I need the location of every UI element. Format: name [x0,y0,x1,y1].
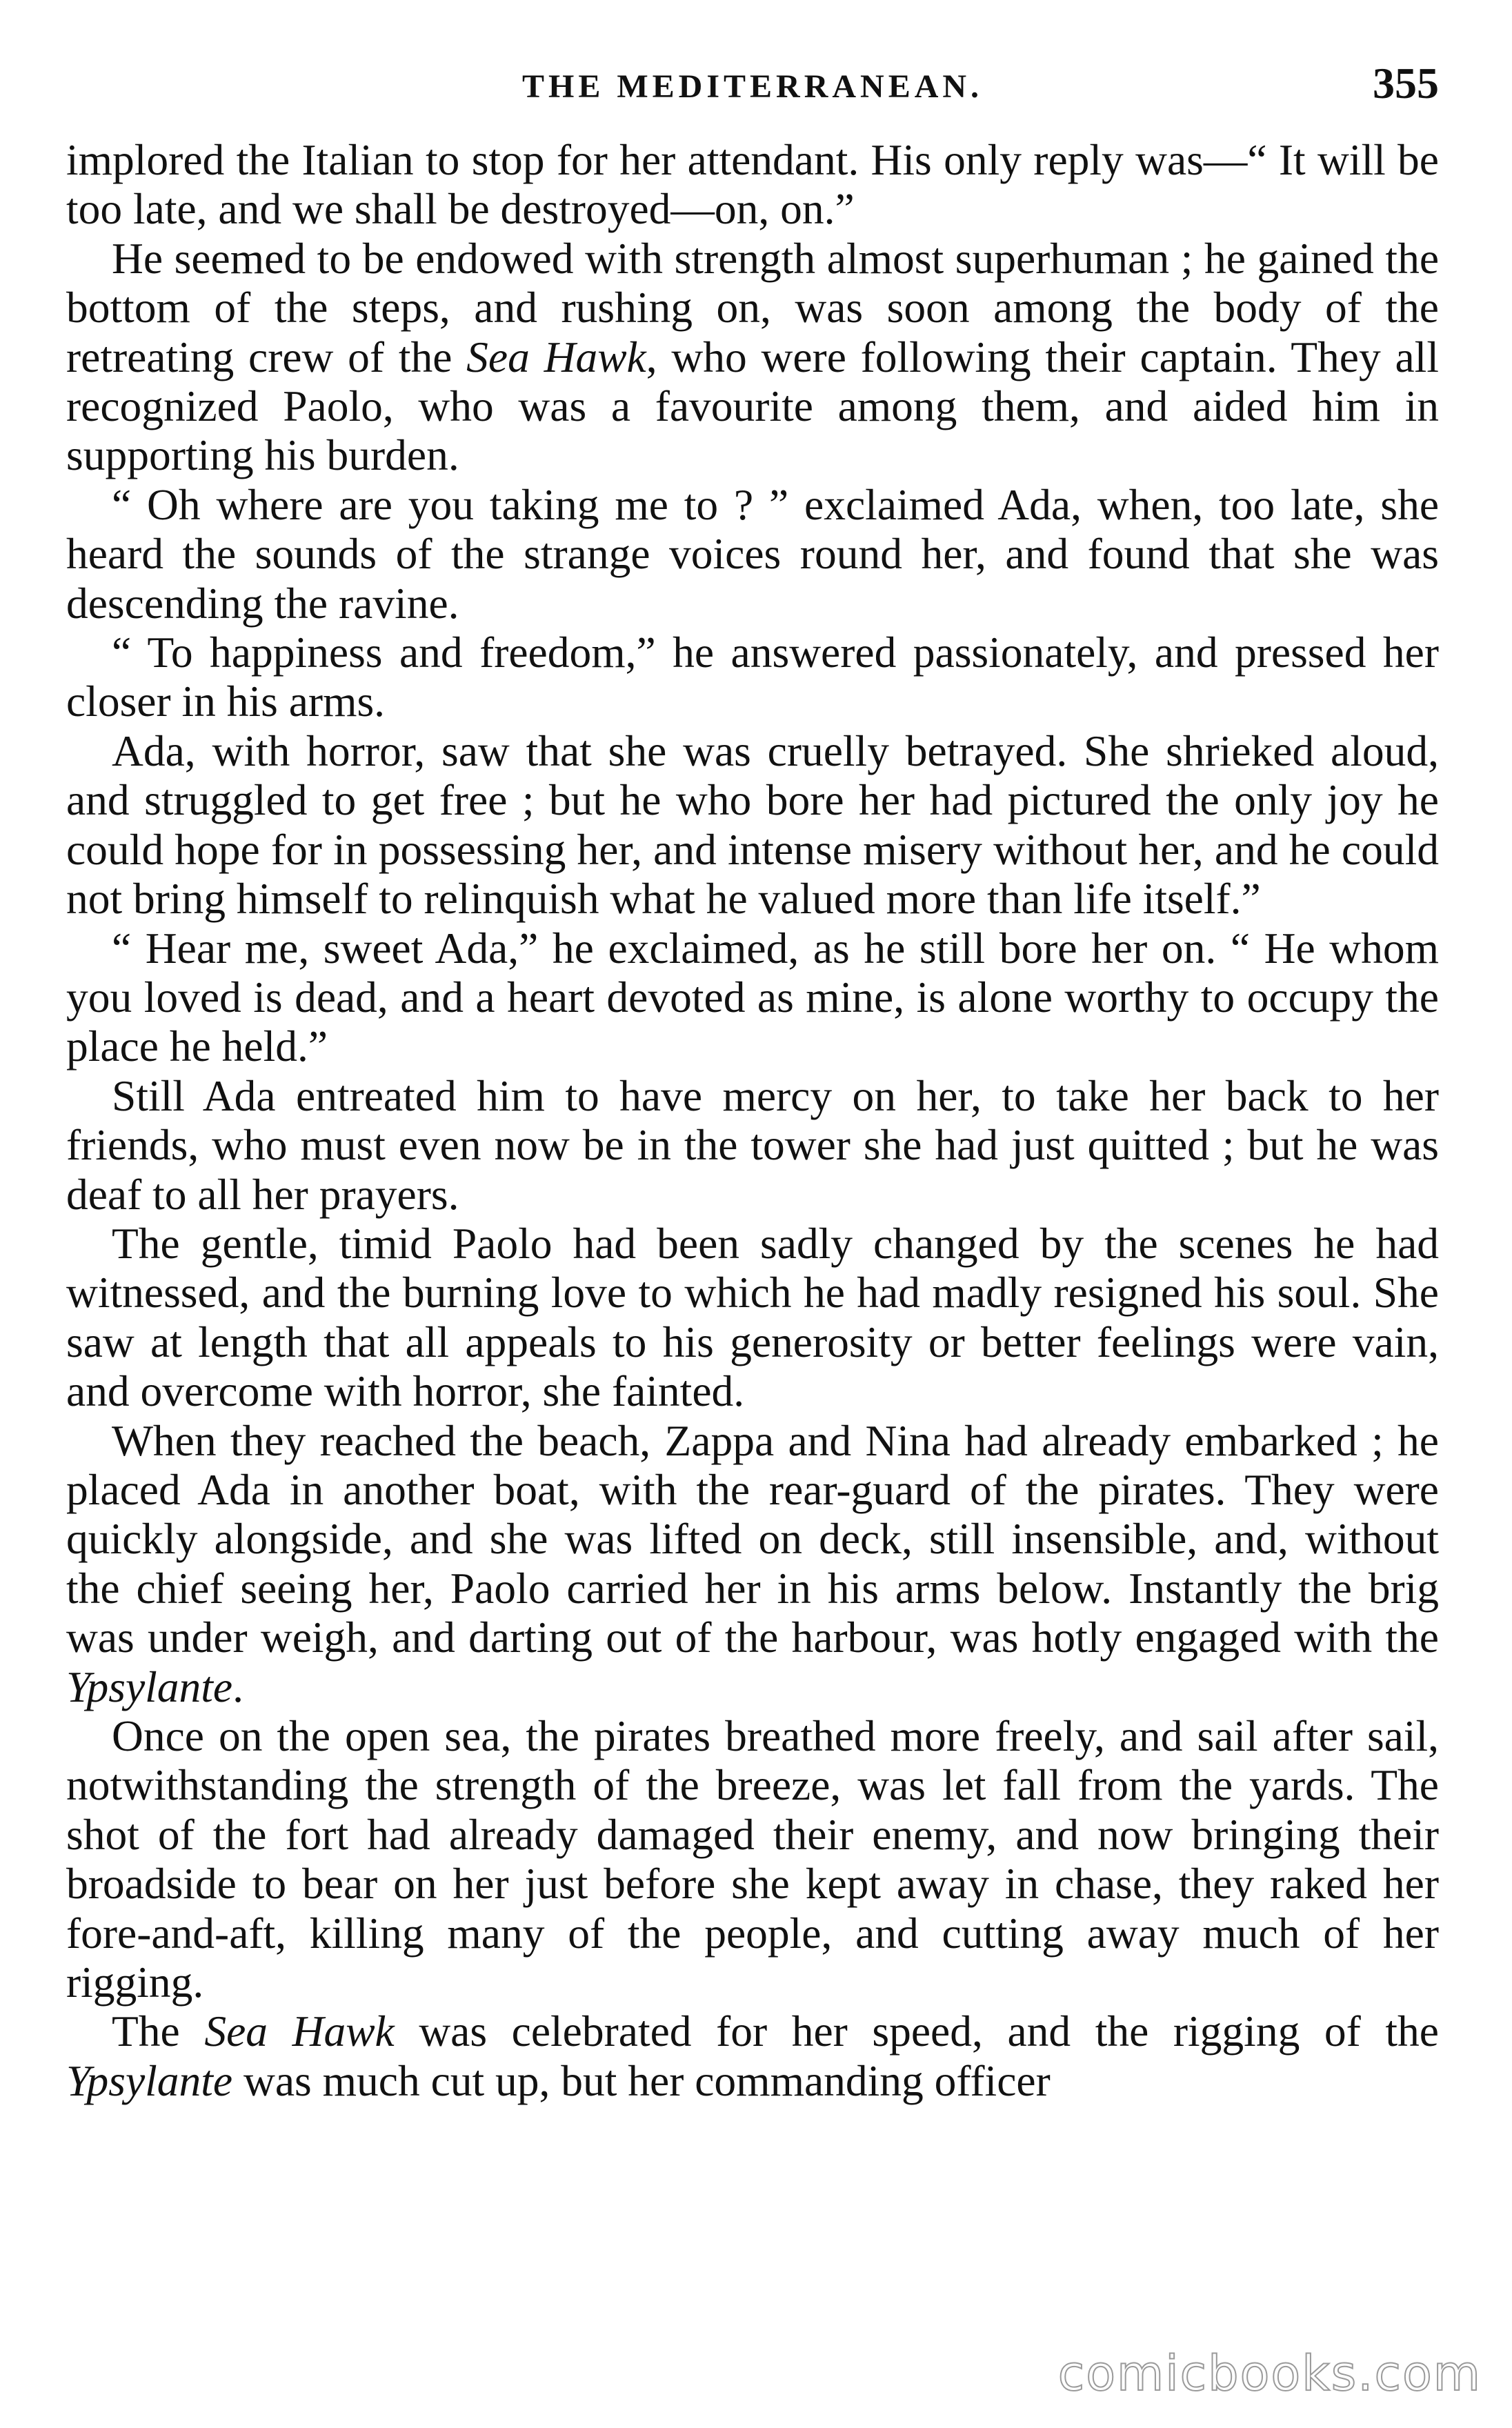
page-number: 355 [1373,59,1439,108]
paragraph: He seemed to be endowed with strength almost superhuman ; he gained the bottom of the steps, and rushing on, was soon among the body of the retreating crew of the Sea Hawk, who were following their captain. They all recognized Paolo, who was a favourite among them, and aided him in supporting his burden. [66,233,1439,480]
paragraph: Once on the open sea, the pirates breathed more freely, and sail after sail, notwithstanding the strength of the breeze, was let fall from the yards. The shot of the fort had already damaged their enemy, and now bringing their broadside to bear on her just before she kept away in chase, they raked her fore-and-aft, killing many of the people, and cutting away much of her rigging. [66,1711,1439,2007]
paragraph: When they reached the beach, Zappa and Nina had already embarked ; he placed Ada in another boat, with the rear-guard of the pirates. They were quickly alongside, and she was lifted on deck, still insensible, and, without the chief seeing her, Paolo carried her in his arms below. Instantly the brig was under weigh, and darting out of the harbour, was hotly engaged with the Ypsylante. [66,1415,1439,1711]
book-page [66,58,1439,2105]
page-header [66,58,1439,141]
paragraph: The gentle, timid Paolo had been sadly changed by the scenes he had witnessed, and the burning love to which he had madly resigned his soul. She saw at length that all appeals to his generosity or better feelings were vain, and overcome with horror, she fainted. [66,1218,1439,1416]
page-body [66,135,1439,2105]
watermark: comicbooks.com [1057,2345,1482,2402]
paragraph: Still Ada entreated him to have mercy on her, to take her back to her friends, who must even now be in the tower she had just quitted ; but he was deaf to all her prayers. [66,1071,1439,1219]
paragraph: The Sea Hawk was celebrated for her speed, and the rigging of the Ypsylante was much cut up, but her commanding officer [66,2007,1439,2105]
running-head: THE MEDITERRANEAN. [521,68,984,105]
paragraph: “ Hear me, sweet Ada,” he exclaimed, as he still bore her on. “ He whom you loved is dead, and a heart devoted as mine, is alone worthy to occupy the place he held.” [66,923,1439,1071]
paragraph: implored the Italian to stop for her attendant. His only reply was—“ It will be too late, and we shall be destroyed—on, on.” [66,135,1439,234]
paragraph: “ To happiness and freedom,” he answered passionately, and pressed her closer in his arms. [66,628,1439,726]
paragraph: “ Oh where are you taking me to ? ” exclaimed Ada, when, too late, she heard the sounds of the strange voices round her, and found that she was descending the ravine. [66,479,1439,628]
paragraph: Ada, with horror, saw that she was cruelly betrayed. She shrieked aloud, and struggled to get free ; but he who bore her had pictured the only joy he could hope for in possessing her, and intense misery without her, and he could not bring himself to relinquish what he valued more than life itself.” [66,726,1439,924]
